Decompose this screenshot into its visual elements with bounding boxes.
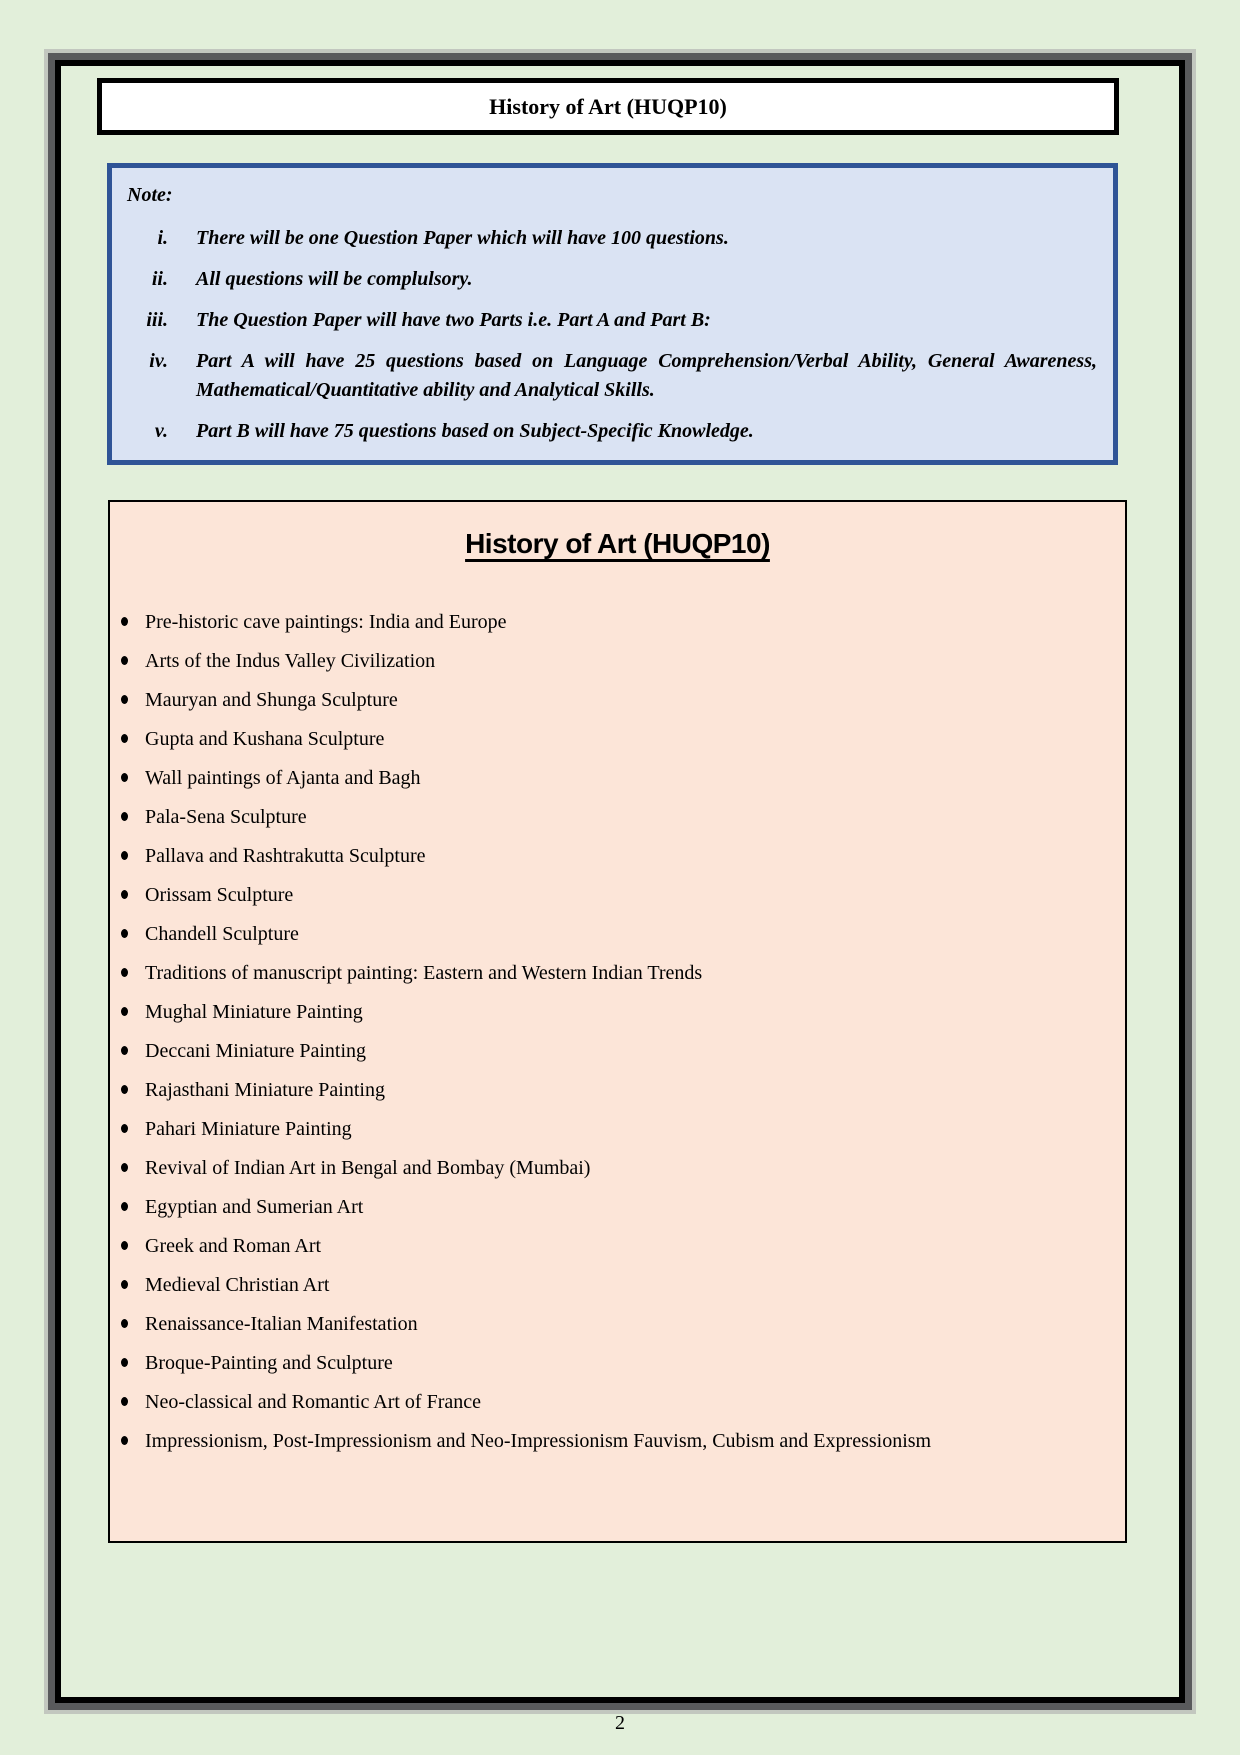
bullet-icon	[121, 656, 128, 665]
topic-text: Impressionism, Post-Impressionism and Neo-Impressionism Fauvism, Cubism and Expressionism	[145, 1430, 932, 1452]
note-item-numeral: i.	[157, 227, 168, 249]
note-item	[112, 224, 1113, 253]
page-number: 2	[615, 1712, 625, 1734]
note-label: Note:	[127, 184, 173, 206]
bullet-icon	[121, 851, 128, 860]
topic-text: Pala-Sena Sculpture	[145, 806, 307, 828]
topic-item	[110, 610, 1101, 634]
syllabus-heading	[110, 528, 1125, 560]
topic-text: Orissam Sculpture	[145, 884, 294, 906]
topic-text: Greek and Roman Art	[145, 1235, 322, 1257]
note-item-text: There will be one Question Paper which will have 100 questions.	[196, 227, 729, 249]
note-list	[112, 224, 1113, 446]
bullet-icon	[121, 890, 128, 899]
bullet-icon	[121, 1007, 128, 1016]
topic-text: Arts of the Indus Valley Civilization	[145, 650, 436, 672]
syllabus-heading-text: History of Art (HUQP10)	[465, 528, 770, 559]
topic-item	[110, 1273, 1101, 1297]
bullet-icon	[121, 695, 128, 704]
bullet-icon	[121, 1436, 128, 1445]
topic-item	[110, 688, 1101, 712]
bullet-icon	[121, 1124, 128, 1133]
topic-item	[110, 844, 1101, 868]
topics-list	[110, 610, 1125, 1453]
topic-text: Egyptian and Sumerian Art	[145, 1196, 364, 1218]
bullet-icon	[121, 734, 128, 743]
topic-item	[110, 1234, 1101, 1258]
bullet-icon	[121, 812, 128, 821]
topic-text: Medieval Christian Art	[145, 1274, 330, 1296]
bullet-icon	[121, 968, 128, 977]
note-item-text: Part B will have 75 questions based on Subject-Specific Knowledge.	[196, 420, 754, 442]
bullet-icon	[121, 1397, 128, 1406]
bullet-icon	[121, 773, 128, 782]
topic-text: Rajasthani Miniature Painting	[145, 1079, 385, 1101]
topic-item	[110, 1312, 1101, 1336]
note-item-numeral: v.	[154, 420, 168, 442]
topic-text: Pahari Miniature Painting	[145, 1118, 352, 1140]
topic-text: Neo-classical and Romantic Art of France	[145, 1391, 481, 1413]
topic-text: Chandell Sculpture	[145, 923, 299, 945]
note-item-text: Part A will have 25 questions based on Language Comprehension/Verbal Ability, General Awareness, Mathematical/Quantitative ability and Analytical Skills.	[196, 350, 1097, 401]
topic-text: Renaissance-Italian Manifestation	[145, 1313, 418, 1335]
topic-item	[110, 766, 1101, 790]
note-item	[112, 417, 1113, 446]
topic-text: Pallava and Rashtrakutta Sculpture	[145, 845, 426, 867]
bullet-icon	[121, 1163, 128, 1172]
note-item-text: All questions will be complulsory.	[196, 268, 473, 290]
topic-text: Mughal Miniature Painting	[145, 1001, 363, 1023]
topic-item	[110, 922, 1101, 946]
topic-text: Gupta and Kushana Sculpture	[145, 728, 385, 750]
bullet-icon	[121, 1085, 128, 1094]
syllabus-box	[108, 500, 1127, 1543]
bullet-icon	[121, 1241, 128, 1250]
topic-item	[110, 727, 1101, 751]
topic-item	[110, 1117, 1101, 1141]
topic-text: Mauryan and Shunga Sculpture	[145, 689, 398, 711]
note-item-text: The Question Paper will have two Parts i.e. Part A and Part B:	[196, 309, 711, 331]
bullet-icon	[121, 1280, 128, 1289]
document-border-frame	[55, 60, 1185, 1703]
topic-text: Revival of Indian Art in Bengal and Bombay (Mumbai)	[145, 1157, 591, 1179]
bullet-icon	[121, 617, 128, 626]
bullet-icon	[121, 929, 128, 938]
topic-text: Deccani Miniature Painting	[145, 1040, 367, 1062]
note-item-numeral: ii.	[151, 268, 168, 290]
topic-item	[110, 1000, 1101, 1024]
bullet-icon	[121, 1046, 128, 1055]
topic-item	[110, 1039, 1101, 1063]
page-title: History of Art (HUQP10)	[489, 93, 727, 119]
topic-text: Traditions of manuscript painting: Eastern and Western Indian Trends	[145, 962, 703, 984]
note-item	[112, 347, 1113, 405]
topic-item	[110, 649, 1101, 673]
topic-item	[110, 1429, 1101, 1453]
topic-item	[110, 1156, 1101, 1180]
topic-item	[110, 1078, 1101, 1102]
topic-text: Pre-historic cave paintings: India and Europe	[145, 611, 507, 633]
bullet-icon	[121, 1358, 128, 1367]
note-item-numeral: iii.	[146, 309, 168, 331]
note-box	[107, 163, 1118, 465]
topic-item	[110, 883, 1101, 907]
topic-item	[110, 1390, 1101, 1414]
topic-item	[110, 805, 1101, 829]
bullet-icon	[121, 1319, 128, 1328]
title-box	[97, 78, 1119, 135]
note-item-numeral: iv.	[149, 350, 168, 372]
topic-text: Broque-Painting and Sculpture	[145, 1352, 393, 1374]
topic-text: Wall paintings of Ajanta and Bagh	[145, 767, 421, 789]
note-item	[112, 265, 1113, 294]
topic-item	[110, 961, 1101, 985]
topic-item	[110, 1351, 1101, 1375]
bullet-icon	[121, 1202, 128, 1211]
note-item	[112, 306, 1113, 335]
topic-item	[110, 1195, 1101, 1219]
